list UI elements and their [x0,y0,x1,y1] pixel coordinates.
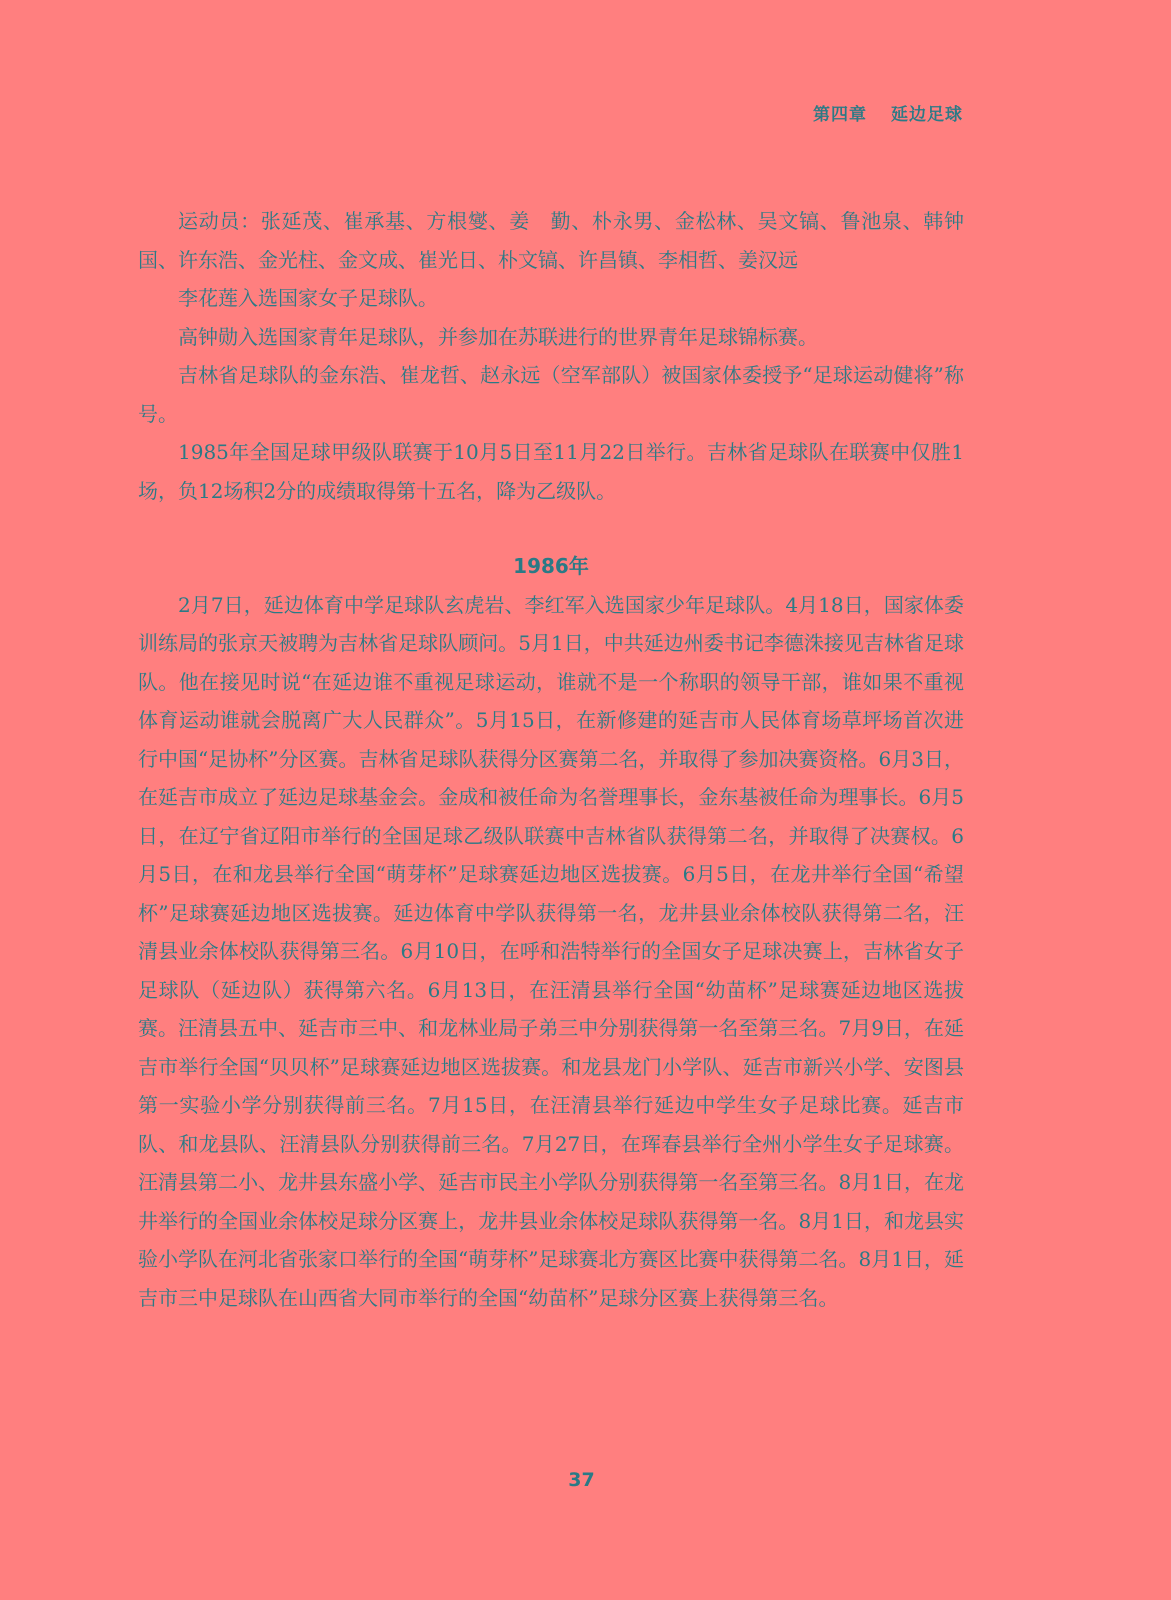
chapter-label: 第四章 [813,105,867,125]
page-number: 37 [568,1469,595,1491]
paragraph-athletes: 运动员：张延茂、崔承基、方根燮、姜 勤、朴永男、金松林、吴文镐、鲁池泉、韩钟国、许东浩、金光柱、金文成、崔光日、朴文镐、许昌镇、李相哲、姜汉远 [138,209,964,272]
section-heading-1986: 1986年 [513,554,589,578]
paragraph-1985-league: 1985年全国足球甲级队联赛于10月5日至11月22日举行。吉林省足球队在联赛中仅胜1场，负12场积2分的成绩取得第十五名，降为乙级队。 [138,440,964,503]
running-header [813,100,963,125]
paragraph-1986-events: 2月7日，延边体育中学足球队玄虎岩、李红军入选国家少年足球队。4月18日，国家体委训练局的张京天被聘为吉林省足球队顾问。5月1日，中共延边州委书记李德洙接见吉林省足球队。他在接见时说“在延边谁不重视足球运动，谁就不是一个称职的领导干部，谁如果不重视体育运动谁就会脱离广大人民群众”。5月15日，在新修建的延吉市人民体育场草坪场首次进行中国“足协杯”分区赛。吉林省足球队获得分区赛第二名，并取得了参加决赛资格。6月3日，在延吉市成立了延边足球基金会。金成和被任命为名誉理事长，金东基被任命为理事长。6月5日，在辽宁省辽阳市举行的全国足球乙级队联赛中吉林省队获得第二名，并取得了决赛权。6月5日，在和龙县举行全国“萌芽杯”足球赛延边地区选拔赛。6月5日，在龙井举行全国“希望杯”足球赛延边地区选拔赛。延边体育中学队获得第一名，龙井县业余体校队获得第二名，汪清县业余体校队获得第三名。6月10日，在呼和浩特举行的全国女子足球决赛上，吉林省女子足球队（延边队）获得第六名。6月13日，在汪清县举行全国“幼苗杯”足球赛延边地区选拔赛。汪清县五中、延吉市三中、和龙林业局子弟三中分别获得第一名至第三名。7月9日，在延吉市举行全国“贝贝杯”足球赛延边地区选拔赛。和龙县龙门小学队、延吉市新兴小学、安图县第一实验小学分别获得前三名。7月15日，在汪清县举行延边中学生女子足球比赛。延吉市队、和龙县队、汪清县队分别获得前三名。7月27日，在珲春县举行全州小学生女子足球赛。汪清县第二小、龙井县东盛小学、延吉市民主小学队分别获得第一名至第三名。8月1日，在龙井举行的全国业余体校足球分区赛上，龙井县业余体校足球队获得第一名。8月1日，和龙县实验小学队在河北省张家口举行的全国“萌芽杯”足球赛北方赛区比赛中获得第二名。8月1日，延吉市三中足球队在山西省大同市举行的全国“幼苗杯”足球分区赛上获得第三名。 [138,592,964,1310]
paragraph-honor-title: 吉林省足球队的金东浩、崔龙哲、赵永远（空军部队）被国家体委授予“足球运动健将”称号。 [138,363,964,426]
body-text [138,202,964,1317]
paragraph-li-hualian: 李花莲入选国家女子足球队。 [178,286,438,310]
paragraph-gao-zhongxun: 高钟勋入选国家青年足球队，并参加在苏联进行的世界青年足球锦标赛。 [178,324,818,349]
chapter-title: 延边足球 [891,105,963,125]
